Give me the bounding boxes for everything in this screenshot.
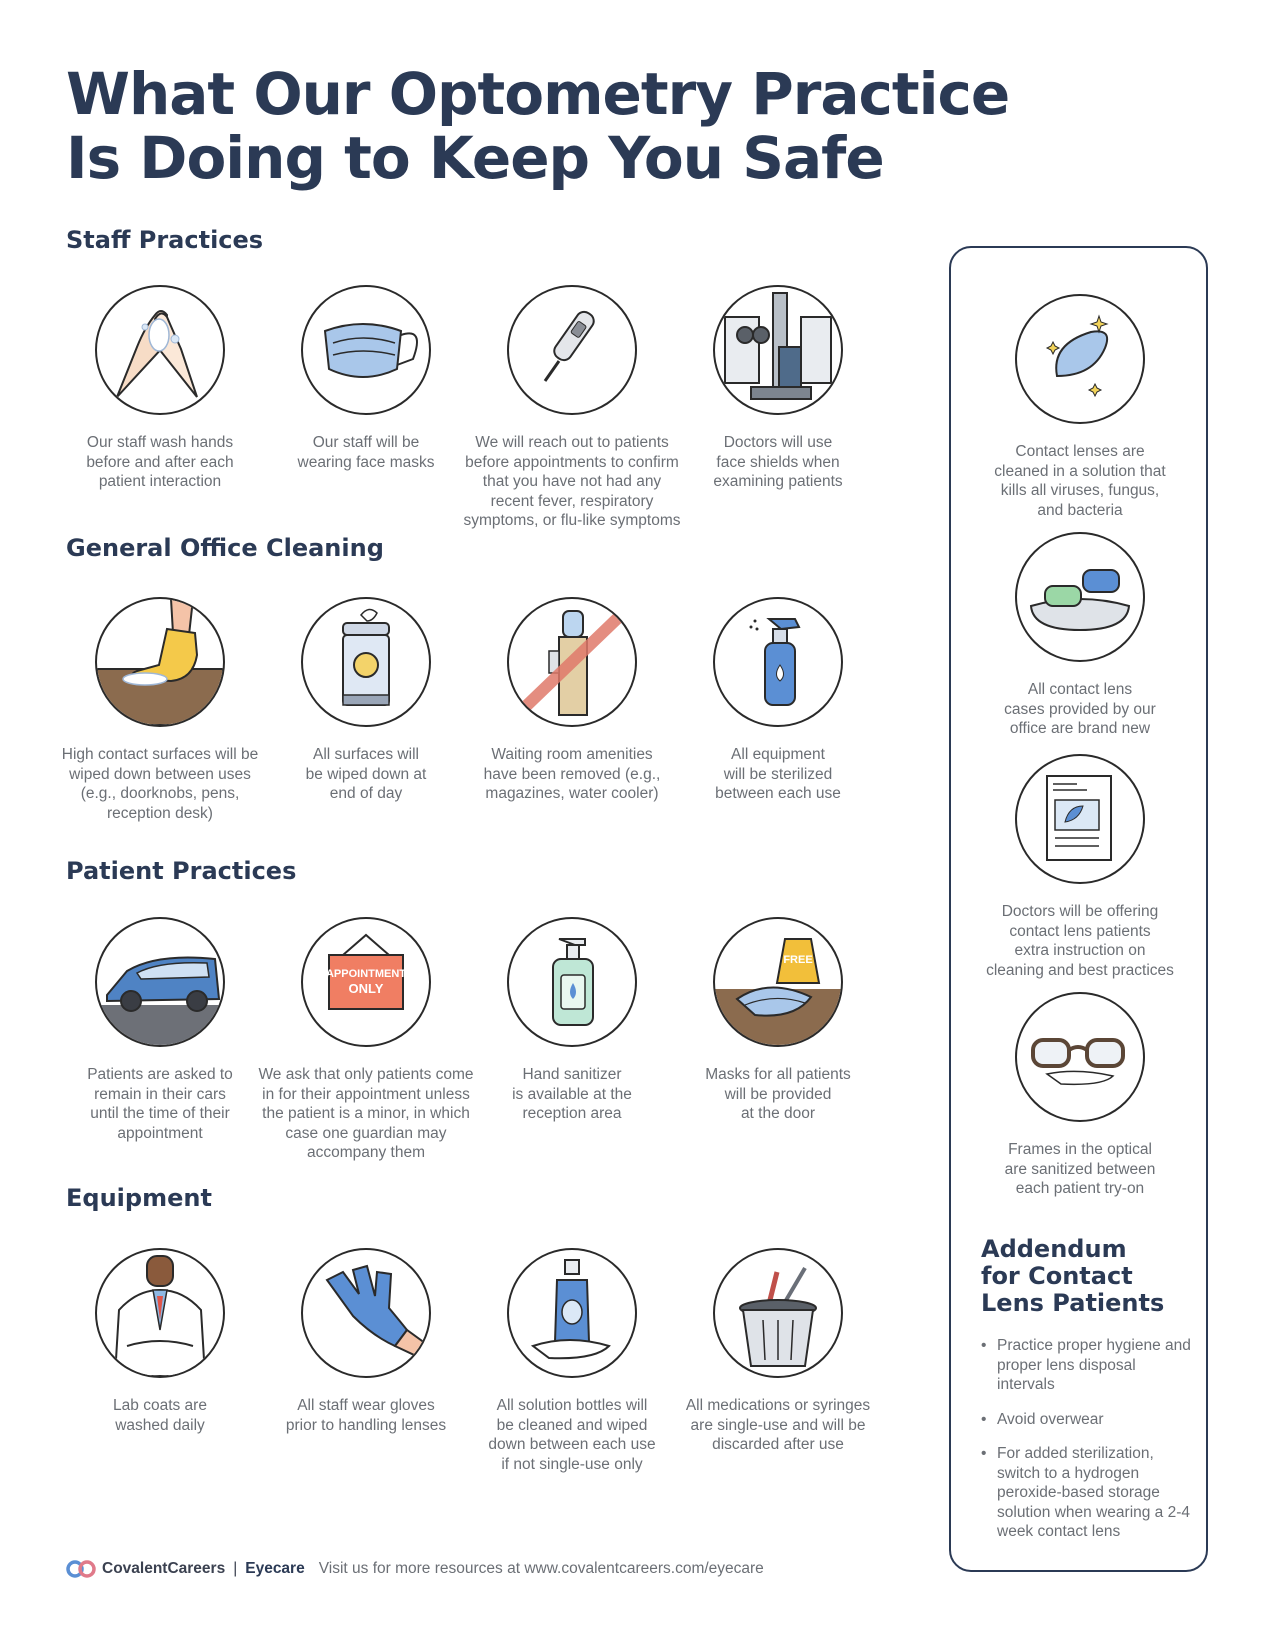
svg-text:FREE: FREE — [783, 954, 813, 966]
face-mask-icon — [301, 285, 431, 415]
section-heading-equipment: Equipment — [66, 1184, 212, 1212]
caption: We will reach out to patients before appointments to confirm that you have not had any recent fever, respiratory symptoms, or flu-like symptoms — [463, 434, 681, 529]
section-heading-patient-practices: Patient Practices — [66, 857, 297, 885]
caption: We ask that only patients come in for their appointment unless the patient is a minor, in which case one guardian may accompany them — [258, 1066, 474, 1161]
gloved-hand-wiping-icon — [95, 597, 225, 727]
equipment-item — [462, 1248, 682, 1474]
sidebar-item — [975, 294, 1185, 520]
caption: Masks for all patients will be provided at the door — [705, 1066, 851, 1122]
caption: Frames in the optical are sanitized between each patient try-on — [1004, 1141, 1156, 1197]
contact-lens-sidebar — [949, 246, 1208, 1572]
section-heading-general-office-cleaning: General Office Cleaning — [66, 534, 384, 562]
contact-lens-icon — [1015, 294, 1145, 424]
addendum-bullet: • Avoid overwear — [981, 1410, 1191, 1430]
glove-icon — [301, 1248, 431, 1378]
footer-brand[interactable]: CovalentCareers — [102, 1560, 226, 1577]
disinfecting-wipes-icon — [301, 597, 431, 727]
caption: All surfaces will be wiped down at end of day — [305, 746, 427, 802]
svg-text:APPOINTMENT: APPOINTMENT — [325, 968, 407, 980]
addendum-bullet: • For added sterilization, switch to a hydrogen peroxide-based storage solution when wearing a 2-4 week contact lens — [981, 1444, 1191, 1542]
caption: All medications or syringes are single-use and will be discarded after use — [685, 1397, 871, 1453]
caption: All equipment will be sterilized between each use — [715, 746, 841, 802]
page-title — [66, 60, 1010, 192]
sidebar-item — [975, 754, 1185, 980]
caption: Doctors will use face shields when examining patients — [713, 434, 843, 490]
caption: Doctors will be offering contact lens patients extra instruction on cleaning and best practices — [986, 903, 1174, 979]
footer — [66, 1557, 764, 1581]
free-masks-icon — [713, 917, 843, 1047]
solution-bottle-icon — [507, 1248, 637, 1378]
caption: Patients are asked to remain in their cars until the time of their appointment — [87, 1066, 233, 1142]
addendum-title: Addendum for Contact Lens Patients — [981, 1235, 1165, 1317]
staff-practice-item — [462, 285, 682, 531]
doctor-lab-coat-icon — [95, 1248, 225, 1378]
staff-practice-item — [668, 285, 888, 492]
addendum-bullet: • Practice proper hygiene and proper lens disposal intervals — [981, 1336, 1191, 1395]
office-cleaning-item — [256, 597, 476, 804]
patient-practice-item — [256, 917, 476, 1163]
caption: Our staff wash hands before and after each patient interaction — [86, 434, 234, 490]
caption: Hand sanitizer is available at the reception area — [512, 1066, 632, 1122]
office-cleaning-item — [668, 597, 888, 804]
office-cleaning-item — [462, 597, 682, 804]
caption: All solution bottles will be cleaned and wiped down between each use if not single-use only — [488, 1397, 656, 1473]
covalent-careers-logo-icon — [66, 1560, 96, 1578]
office-cleaning-item — [50, 597, 270, 823]
eyeglasses-icon — [1015, 992, 1145, 1122]
footer-product: Eyecare — [245, 1560, 305, 1577]
patient-practice-item — [50, 917, 270, 1143]
title-line-2: Is Doing to Keep You Safe — [66, 124, 884, 192]
footer-separator: | — [233, 1560, 238, 1577]
caption: All contact lens cases provided by our office are brand new — [1004, 681, 1156, 737]
patient-practice-item — [668, 917, 888, 1124]
thermometer-icon — [507, 285, 637, 415]
car-icon — [95, 917, 225, 1047]
caption: Waiting room amenities have been removed (e.g., magazines, water cooler) — [483, 746, 661, 802]
caption: High contact surfaces will be wiped down between uses (e.g., doorknobs, pens, reception desk) — [61, 746, 259, 822]
svg-text:ONLY: ONLY — [348, 981, 384, 996]
sidebar-item — [975, 992, 1185, 1199]
caption: All staff wear gloves prior to handling lenses — [285, 1397, 447, 1434]
hand-sanitizer-icon — [507, 917, 637, 1047]
caption: Lab coats are washed daily — [113, 1397, 207, 1434]
addendum-bullet-list — [981, 1336, 1191, 1557]
equipment-item — [50, 1248, 270, 1435]
equipment-item — [668, 1248, 888, 1455]
spray-bottle-icon — [713, 597, 843, 727]
patient-practice-item — [462, 917, 682, 1124]
caption: Contact lenses are cleaned in a solution that kills all viruses, fungus, and bacteria — [994, 443, 1166, 519]
section-heading-staff-practices: Staff Practices — [66, 226, 264, 254]
lens-case-icon — [1015, 532, 1145, 662]
title-line-1: What Our Optometry Practice — [66, 60, 1010, 128]
instruction-sheet-icon — [1015, 754, 1145, 884]
caption: Our staff will be wearing face masks — [297, 434, 435, 471]
appointment-only-sign-icon — [301, 917, 431, 1047]
hand-washing-icon — [95, 285, 225, 415]
no-water-cooler-icon — [507, 597, 637, 727]
slit-lamp-icon — [713, 285, 843, 415]
sidebar-item — [975, 532, 1185, 739]
staff-practice-item — [50, 285, 270, 492]
trash-bin-syringe-icon — [713, 1248, 843, 1378]
equipment-item — [256, 1248, 476, 1435]
staff-practice-item — [256, 285, 476, 472]
footer-visit-link[interactable]: Visit us for more resources at www.covalentcareers.com/eyecare — [318, 1560, 764, 1577]
